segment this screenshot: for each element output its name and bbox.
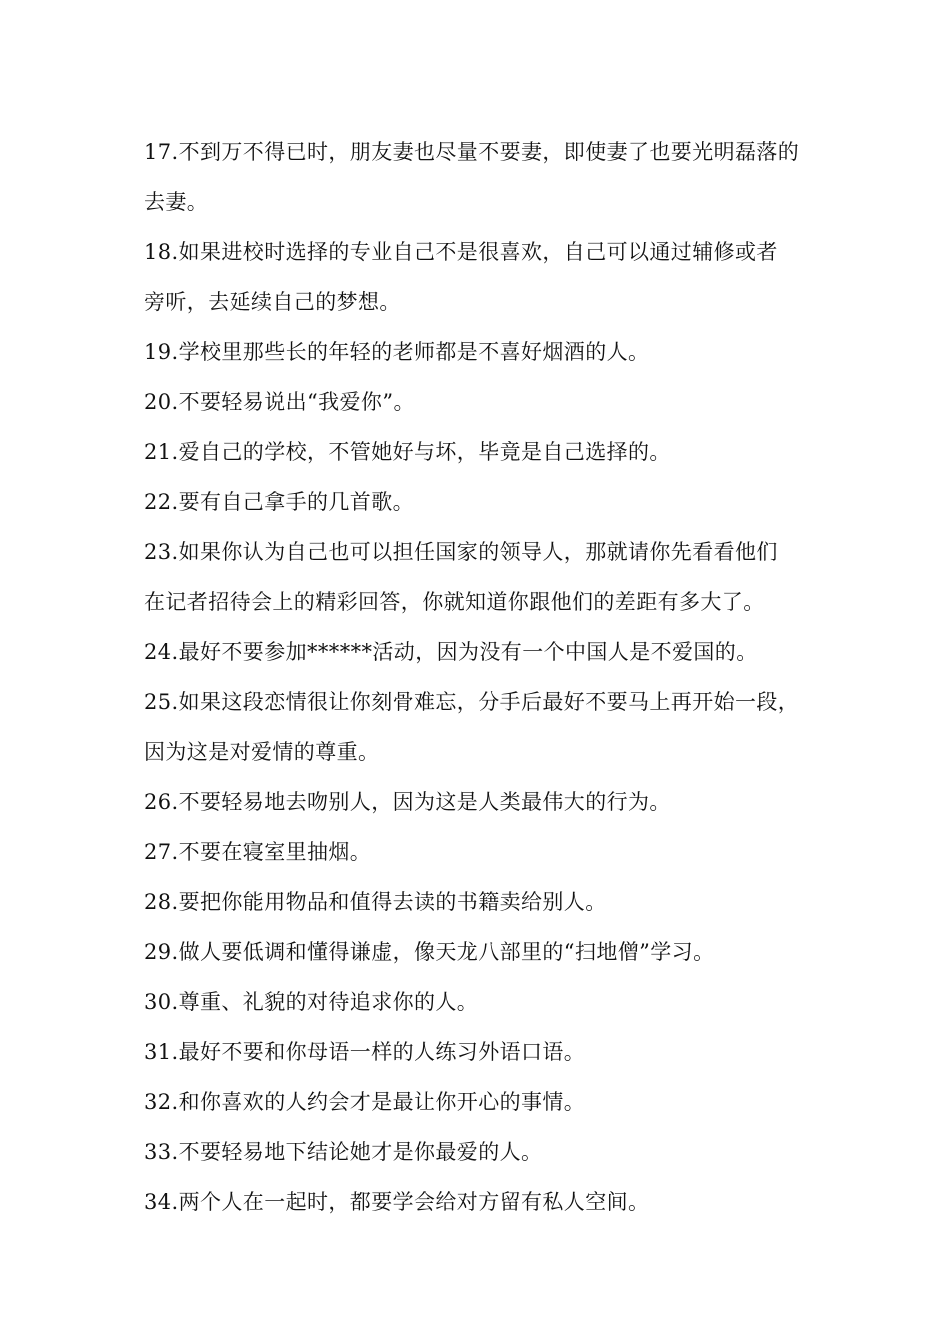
text-line: 28.要把你能用物品和值得去读的书籍卖给别人。 <box>144 890 607 914</box>
text-line: 27.不要在寝室里抽烟。 <box>144 840 372 864</box>
text-line: 22.要有自己拿手的几首歌。 <box>144 490 414 514</box>
text-line: 23.如果你认为自己也可以担任国家的领导人，那就请你先看看他们 <box>144 540 778 564</box>
text-line: 20.不要轻易说出“我爱你”。 <box>144 390 415 414</box>
text-line: 因为这是对爱情的尊重。 <box>144 740 380 764</box>
text-line: 24.最好不要参加******活动，因为没有一个中国人是不爱国的。 <box>144 640 758 664</box>
text-line: 25.如果这段恋情很让你刻骨难忘，分手后最好不要马上再开始一段， <box>144 690 800 714</box>
document-body <box>144 127 812 1227</box>
text-line: 31.最好不要和你母语一样的人练习外语口语。 <box>144 1040 586 1064</box>
text-line: 34.两个人在一起时，都要学会给对方留有私人空间。 <box>144 1190 650 1214</box>
text-line: 去妻。 <box>144 190 209 214</box>
text-line: 18.如果进校时选择的专业自己不是很喜欢，自己可以通过辅修或者 <box>144 240 778 264</box>
text-line: 17.不到万不得已时，朋友妻也尽量不要妻，即使妻了也要光明磊落的 <box>144 140 800 164</box>
text-line: 32.和你喜欢的人约会才是最让你开心的事情。 <box>144 1090 586 1114</box>
text-line: 旁听，去延续自己的梦想。 <box>144 290 401 314</box>
text-line: 30.尊重、礼貌的对待追求你的人。 <box>144 990 479 1014</box>
text-line: 26.不要轻易地去吻别人，因为这是人类最伟大的行为。 <box>144 790 671 814</box>
text-line: 21.爱自己的学校，不管她好与坏，毕竟是自己选择的。 <box>144 440 671 464</box>
text-line: 19.学校里那些长的年轻的老师都是不喜好烟酒的人。 <box>144 340 650 364</box>
text-line: 33.不要轻易地下结论她才是你最爱的人。 <box>144 1140 543 1164</box>
text-line: 29.做人要低调和懂得谦虚，像天龙八部里的“扫地僧”学习。 <box>144 940 715 964</box>
text-line: 在记者招待会上的精彩回答，你就知道你跟他们的差距有多大了。 <box>144 590 765 614</box>
